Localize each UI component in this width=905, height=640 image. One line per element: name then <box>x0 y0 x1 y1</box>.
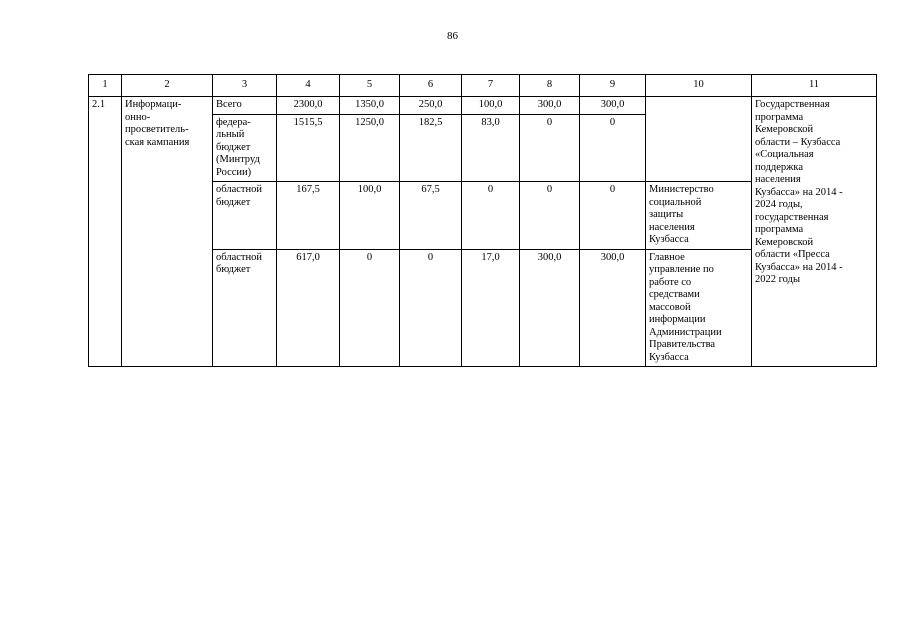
value-cell: 100,0 <box>462 97 520 115</box>
column-header: 7 <box>462 75 520 97</box>
value-cell: 0 <box>400 249 462 367</box>
value-cell: 300,0 <box>520 249 580 367</box>
value-cell: 300,0 <box>580 97 646 115</box>
value-cell: 67,5 <box>400 182 462 250</box>
column-header: 2 <box>122 75 213 97</box>
measure-name-cell: Информаци- онно- просветитель- ская кампания <box>122 97 213 367</box>
value-cell: 617,0 <box>277 249 340 367</box>
value-cell: 1350,0 <box>340 97 400 115</box>
column-header: 3 <box>213 75 277 97</box>
value-cell: 1515,5 <box>277 114 340 182</box>
budget-table <box>88 74 877 367</box>
column-header: 6 <box>400 75 462 97</box>
program-cell: Государственная программа Кемеровской области – Кузбасса «Социальная поддержка населения Кузбасса» на 2014 - 2024 годы, государственная программа Кемеровской области «Пресса Кузбасса» на 2014 - 2022 годы <box>752 97 877 367</box>
column-header: 11 <box>752 75 877 97</box>
column-header: 4 <box>277 75 340 97</box>
value-cell: 300,0 <box>520 97 580 115</box>
column-header: 8 <box>520 75 580 97</box>
column-header: 1 <box>89 75 122 97</box>
funding-source-cell: Всего <box>213 97 277 115</box>
row-number-cell: 2.1 <box>89 97 122 367</box>
funding-source-cell: областной бюджет <box>213 182 277 250</box>
header-row <box>89 75 877 97</box>
value-cell: 0 <box>520 182 580 250</box>
executor-cell-empty <box>646 97 752 182</box>
value-cell: 250,0 <box>400 97 462 115</box>
value-cell: 100,0 <box>340 182 400 250</box>
value-cell: 83,0 <box>462 114 520 182</box>
value-cell: 0 <box>520 114 580 182</box>
funding-source-cell: областной бюджет <box>213 249 277 367</box>
executor-cell: Министерство социальной защиты населения Кузбасса <box>646 182 752 250</box>
value-cell: 300,0 <box>580 249 646 367</box>
value-cell: 0 <box>340 249 400 367</box>
value-cell: 2300,0 <box>277 97 340 115</box>
funding-source-cell: федера- льный бюджет (Минтруд России) <box>213 114 277 182</box>
page-number: 86 <box>447 30 458 42</box>
column-header: 10 <box>646 75 752 97</box>
value-cell: 1250,0 <box>340 114 400 182</box>
executor-cell: Главное управление по работе со средствами массовой информации Администрации Правительства Кузбасса <box>646 249 752 367</box>
value-cell: 182,5 <box>400 114 462 182</box>
value-cell: 167,5 <box>277 182 340 250</box>
column-header: 9 <box>580 75 646 97</box>
value-cell: 0 <box>462 182 520 250</box>
value-cell: 0 <box>580 182 646 250</box>
column-header: 5 <box>340 75 400 97</box>
table-row <box>89 97 877 115</box>
value-cell: 17,0 <box>462 249 520 367</box>
value-cell: 0 <box>580 114 646 182</box>
